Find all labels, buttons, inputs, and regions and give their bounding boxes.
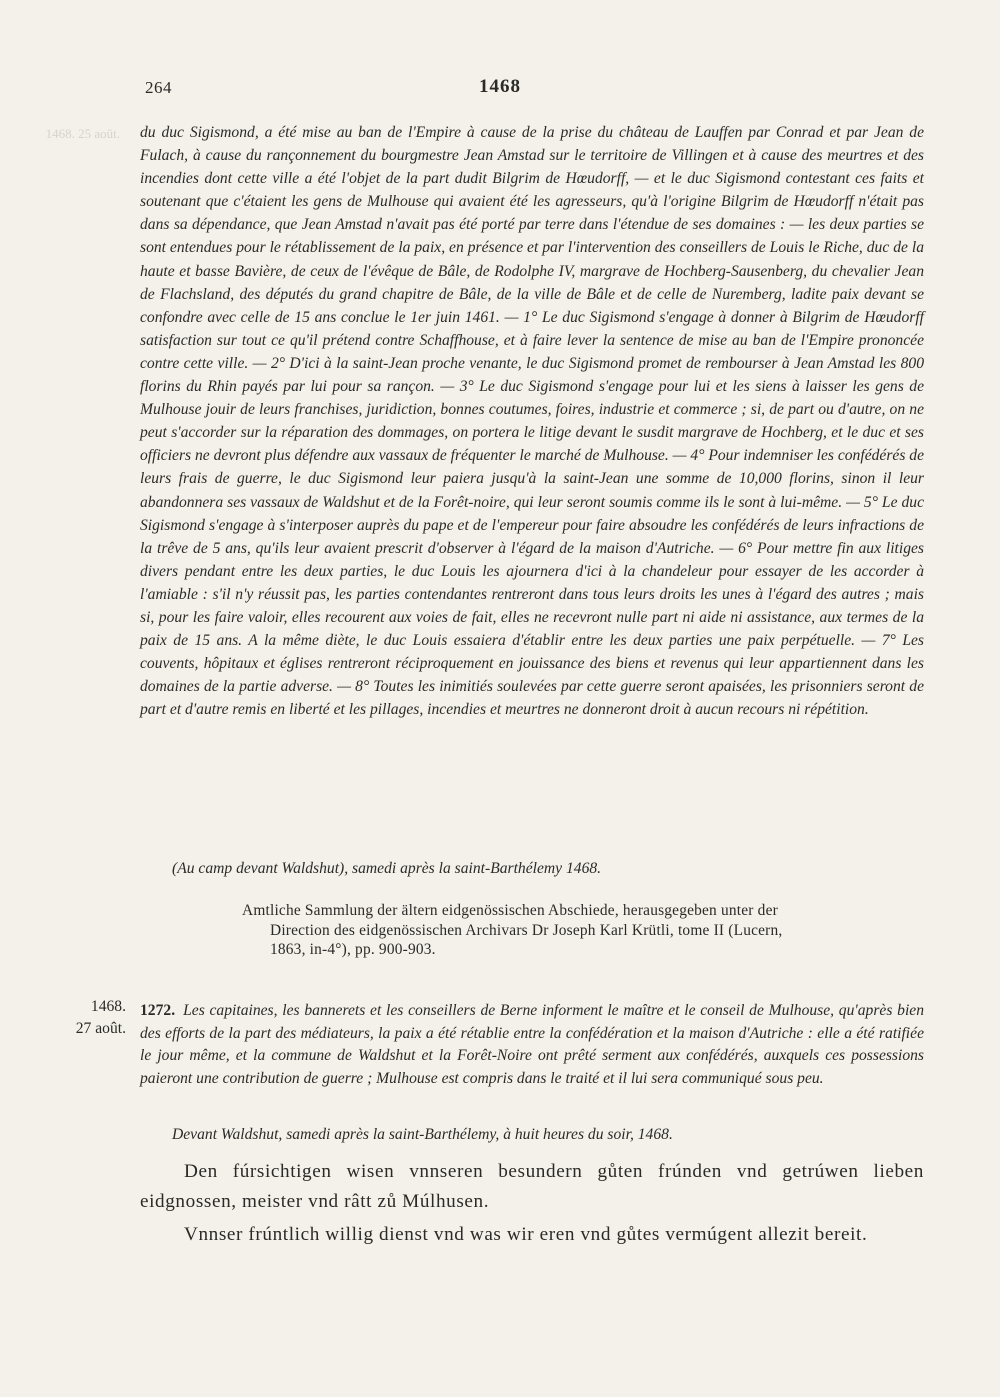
letter-address: Den fúrsichtigen wisen vnnseren besundern gůten frúnden vnd getrúwen lieben eidgnossen, meister vnd râtt zů Múlhusen. [140, 1161, 924, 1212]
margin-day: 27 août. [75, 1020, 126, 1037]
source-line-2: Direction des eidgenössischen Archivars Dr Joseph Karl Krütli, tome II (Lucern, [270, 921, 783, 939]
entry-margin-date [40, 996, 126, 1040]
faint-margin-note: 1468. 25 août. [45, 126, 120, 141]
page-number: 264 [145, 78, 172, 97]
entry-dateline: Devant Waldshut, samedi après la saint-Barthélemy, à huit heures du soir, 1468. [172, 1126, 673, 1143]
source-line-3: 1863, in-4°), pp. 900-903. [270, 941, 436, 959]
source-citation [242, 901, 924, 960]
summary-dateline: (Au camp devant Waldshut), samedi après la saint-Barthélemy 1468. [172, 860, 602, 877]
margin-year: 1468. [90, 998, 126, 1015]
summary-paragraph: du duc Sigismond, a été mise au ban de l'Empire à cause de la prise du château de Lauffen par Conrad et par Jean de Fulach, à cause du rançonnement du bourgmestre Jean Amstad sur le territoire de Villingen et à cause des meurtres et des incendies dont cette ville a été l'objet de la part dudit Bilgrim de Hœudorff, — et le duc Sigismond contestant ces faits et soutenant que c'étaient les gens de Mulhouse qui avaient été les agresseurs, qu'à l'origine Bilgrim de Hœudorff n'était pas dans sa dépendance, que Jean Amstad n'avait pas été porté par terre dans l'étendue de ses domaines : — les deux parties se sont entendues pour le rétablissement de la paix, en présence et par l'intervention des conseillers de Louis le Riche, duc de la haute et basse Bavière, de ceux de l'évêque de Bâle, de Rodolphe IV, margrave de Hochberg-Sausenberg, du chevalier Jean de Flachsland, des députés du grand chapitre de Bâle, de la ville de Bâle et de celle de Nuremberg, ladite paix devant se confondre avec celle de 15 ans conclue le 1er juin 1461. — 1° Le duc Sigismond s'engage à donner à Bilgrim de Hœudorff satisfaction sur tout ce qu'il prétend contre Schaffhouse, et à faire lever la sentence de mise au ban de l'Empire prononcée contre cette ville. — 2° D'ici à la saint-Jean proche venante, le duc Sigismond promet de rembourser à Jean Amstad les 800 florins du Rhin payés par lui pour sa rançon. — 3° Le duc Sigismond s'engage pour lui et les siens à laisser les gens de Mulhouse jouir de leurs franchises, juridiction, bonnes coutumes, foires, industrie et commerce ; si, de part ou d'autre, on ne peut s'accorder sur la réparation des dommages, on portera le litige devant le susdit margrave de Hochberg, et le duc et ses officiers ne devront plus défendre aux vassaux de fréquenter le marché de Mulhouse. — 4° Pour indemniser les confédérés de leurs frais de guerre, le duc Sigismond leur paiera jusqu'à la saint-Jean une somme de 10,000 florins, sinon il leur abandonnera ses vassaux de Waldshut et de la Forêt-noire, qui leur seront soumis comme ils le sont à lui-même. — 5° Le duc Sigismond s'engage à s'interposer auprès du pape et de l'empereur pour faire absoudre les confédérés de leurs infractions de la trêve de 5 ans, qu'ils leur avaient prescrit d'observer à l'égard de la maison d'Autriche. — 6° Pour mettre fin aux litiges divers pendant entre les deux parties, le duc Louis les ajournera d'ici à la chandeleur pour essayer de les accorder à l'amiable : s'il n'y réussit pas, les parties contendantes rentreront dans tous leurs droits les unes à l'égard des autres ; mais si, pour les faire valoir, elles recourent aux voies de fait, elles ne recevront nulle part ni aide ni assistance, aux termes de la paix de 15 ans. A la même diète, le duc Louis essaiera d'établir entre les deux parties une paix perpétuelle. — 7° Les couvents, hôpitaux et églises rentreront réciproquement en jouissance des biens et revenus qui leur appartiennent dans les domaines de la partie adverse. — 8° Toutes les inimitiés soulevées par cette guerre seront apaisées, les prisonniers seront de part et d'autre remis en liberté et les pillages, incendies et meurtres ne donneront droit à aucun recours ni répétition. [140, 124, 925, 719]
letter-greeting: Vnnser frúntlich willig dienst vnd was wir eren vnd gůtes vermúgent allezit bereit. [184, 1224, 868, 1245]
entry-paragraph [140, 1000, 924, 1090]
entry-number: 1272. [140, 1002, 176, 1019]
source-line-1: Amtliche Sammlung der ältern eidgenössischen Abschiede, herausgegeben unter der [242, 902, 778, 919]
entry-summary: Les capitaines, les bannerets et les conseillers de Berne informent le maître et le conseil de Mulhouse, qu'après bien des efforts de la part des médiateurs, la paix a été rétablie entre la confédération et la maison d'Autriche : elle a été ratifiée le jour même, et la commune de Waldshut et la Forêt-Noire ont prêté serment aux confédérés, auxquels ces possessions paieront une contribution de guerre ; Mulhouse est compris dans le traité et il lui sera communiqué sous peu. [140, 1002, 924, 1087]
running-head-year: 1468 [479, 76, 521, 97]
